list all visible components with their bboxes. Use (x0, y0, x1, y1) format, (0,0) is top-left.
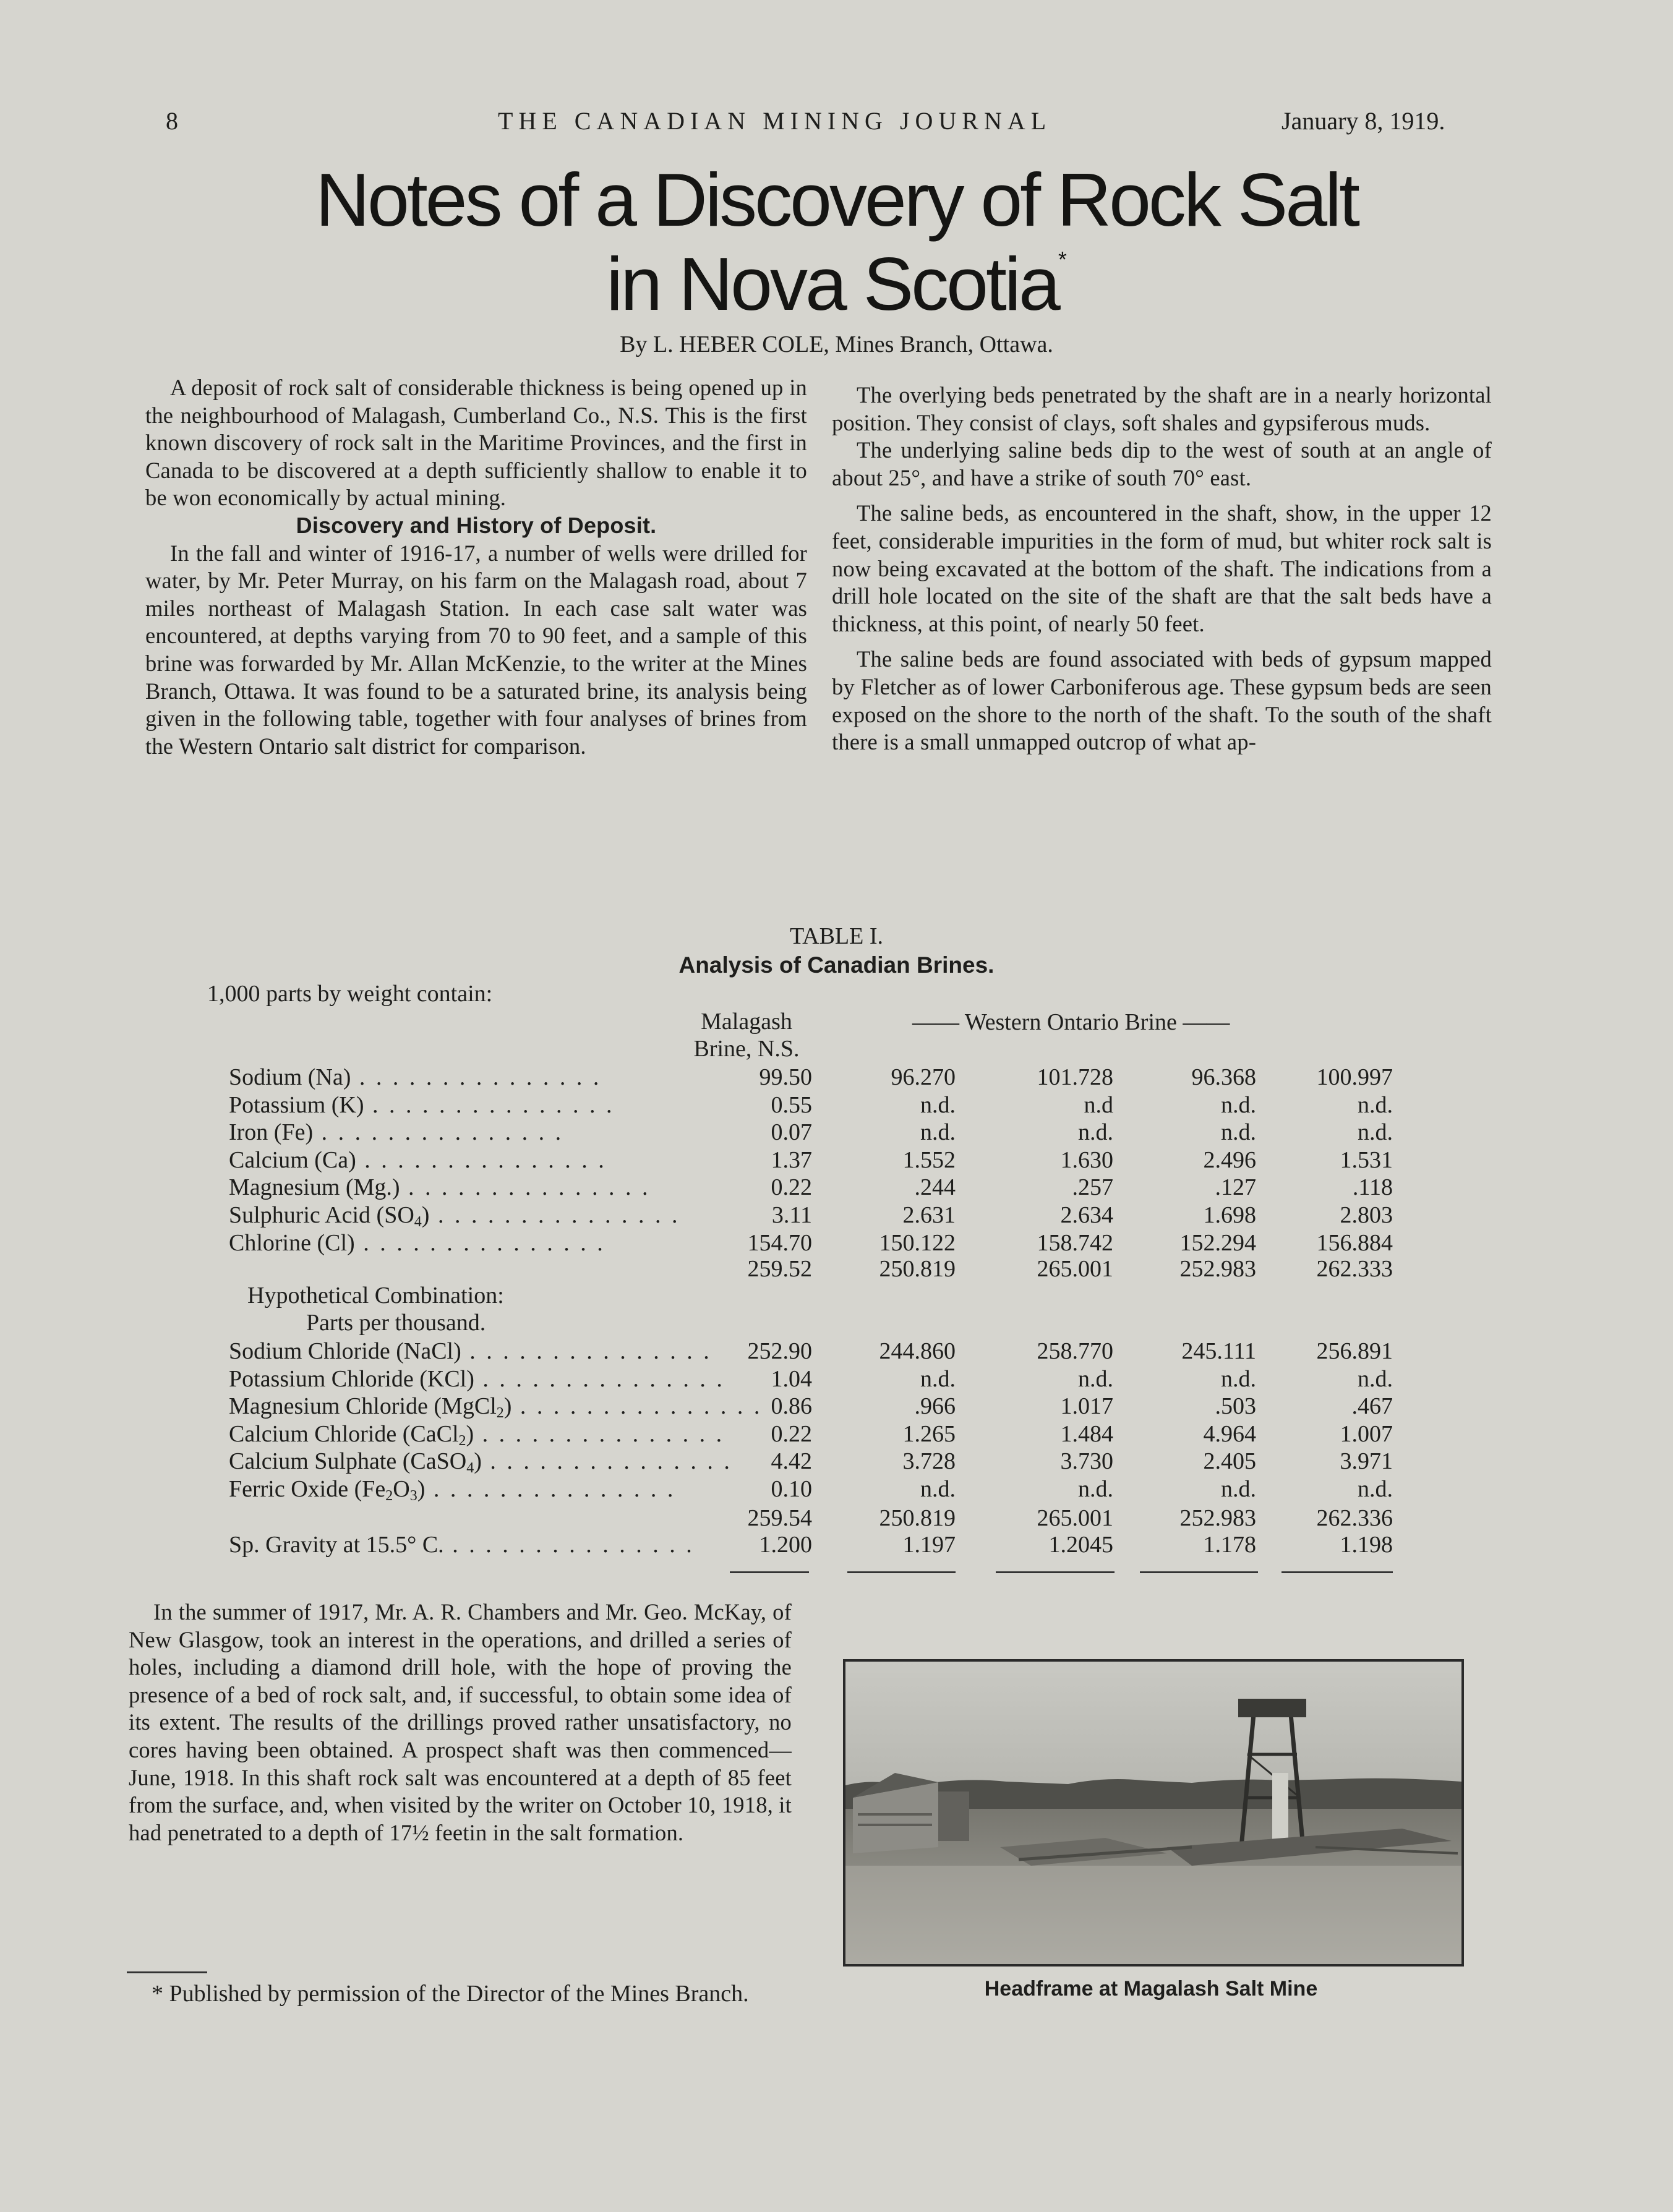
dot-leader: . . . . . . . . . . . . . . . (481, 1448, 732, 1475)
total-cell: 262.333 (1316, 1256, 1393, 1282)
row-label-text: Sodium Chloride (NaCl) (229, 1338, 461, 1364)
table-cell: 0.07 (771, 1119, 812, 1146)
table-cell: n.d. (1358, 1365, 1393, 1392)
table-cell: 152.294 (1179, 1229, 1256, 1256)
table-cell: n.d. (1358, 1119, 1393, 1146)
dot-leader: . . . . . . . . . . . . . . . (356, 1147, 607, 1173)
table-cell: 3.730 (1060, 1448, 1113, 1475)
row-label-text: Sulphuric Acid $(SO_4)$ (229, 1202, 430, 1230)
table-cell: 100.997 (1316, 1064, 1393, 1090)
table-cell: 0.86 (771, 1393, 812, 1420)
row-label-text: Potassium Chloride (KCl) (229, 1365, 474, 1392)
table-cell: n.d. (920, 1119, 956, 1146)
table-cell: 154.70 (747, 1229, 812, 1256)
table-cell: 1.007 (1340, 1420, 1393, 1447)
table-cell: n.d. (1078, 1365, 1113, 1392)
table-cell: 2.634 (1060, 1202, 1113, 1228)
table-cell: n.d. (1221, 1476, 1256, 1502)
table-cell: n.d. (1358, 1091, 1393, 1118)
total-cell: 250.819 (879, 1505, 956, 1531)
table-cell: 96.270 (891, 1064, 956, 1090)
row-label (229, 1531, 705, 1558)
dot-leader: . . . . . . . . . . . . . . . (511, 1393, 763, 1420)
table-cell: .118 (1352, 1174, 1393, 1201)
table-cell: 4.42 (771, 1448, 812, 1475)
article-title-line2 (0, 242, 1673, 326)
total-cell: 259.52 (747, 1256, 812, 1282)
table-cell: 3.11 (771, 1202, 812, 1228)
total-cell: 265.001 (1037, 1505, 1113, 1531)
table-cell: n.d. (920, 1476, 956, 1502)
table-cell: 96.368 (1191, 1064, 1256, 1090)
row-label (229, 1064, 705, 1091)
total-cell: 259.54 (747, 1505, 812, 1531)
table-cell: 245.111 (1181, 1338, 1256, 1364)
paragraph: In the fall and winter of 1916-17, a number of wells were drilled for water, by Mr. Peter Murray, on his farm on the Malagash road, about 7 miles northeast of Malagash Station. In each case salt water was encountered, at depths varying from 70 to 90 feet, and a sample of this brine was forwarded by Mr. Allan McKenzie, to the writer at the Mines Branch, Ottawa. It was found to be a saturated brine, its analysis being given in the following table, together with four analyses of brines from the Western Ontario salt district for comparison. (145, 540, 807, 759)
table-title: Analysis of Canadian Brines. (678, 952, 995, 978)
row-label (229, 1174, 705, 1201)
table-cell: 1.630 (1060, 1147, 1113, 1173)
dot-leader: . . . . . . . . . . . . . . . (429, 1202, 680, 1228)
table-cell: 0.22 (771, 1174, 812, 1201)
row-label-text: Parts per thousand. (306, 1310, 486, 1336)
table-cell: 258.770 (1037, 1338, 1113, 1364)
table-cell: 1.04 (771, 1365, 812, 1392)
dot-leader: . . . . . . . . . . . . . . . (461, 1338, 712, 1364)
total-cell: 252.983 (1179, 1505, 1256, 1531)
row-label-text: Ferric Oxide $(Fe_2O_3)$ (229, 1476, 426, 1504)
paragraph: The saline beds, as encountered in the shaft, show, in the upper 12 feet, considerable impurities in the form of mud, but whiter rock salt is now being excavated at the bottom of the shaft. The indications from a drill hole located on the site of the shaft are that the salt beds have a thickness, at this point, of nearly 50 feet. (832, 500, 1492, 636)
row-label-text: Calcium Chloride (CaCl$_2$) (229, 1420, 474, 1449)
row-label-text: Magnesium (Mg.) (229, 1174, 400, 1201)
row-label-text: Sodium (Na) (229, 1064, 351, 1090)
gravity-cell: 1.197 (902, 1532, 956, 1558)
row-label-text: Hypothetical Combination: (247, 1283, 504, 1309)
total-cell: 250.819 (879, 1256, 956, 1282)
right-column (832, 382, 1492, 756)
paragraph: The overlying beds penetrated by the shaft are in a nearly horizontal position. They consist of clays, soft shales and gypsiferous muds. (832, 382, 1492, 435)
dot-leader: . . . . . . . . . . . . . . . (474, 1420, 725, 1447)
column-rule (996, 1571, 1115, 1573)
table-cell: n.d. (920, 1365, 956, 1392)
table-cell: 1.698 (1203, 1202, 1256, 1228)
table-cell: 0.55 (771, 1091, 812, 1118)
table-cell: 1.531 (1340, 1147, 1393, 1173)
column-rule (730, 1571, 809, 1573)
table-cell: 244.860 (879, 1338, 956, 1364)
row-label (229, 1091, 705, 1119)
total-cell: 252.983 (1179, 1256, 1256, 1282)
table-cell: .127 (1215, 1174, 1256, 1201)
table-cell: .257 (1072, 1174, 1113, 1201)
row-label-text: Magnesium Chloride (MgCl$_2$) (229, 1393, 512, 1422)
column-header-malagash: Malagash Brine, N.S. (693, 1009, 800, 1062)
table-cell: n.d (1084, 1091, 1113, 1118)
row-label (229, 1365, 725, 1393)
row-label (229, 1393, 763, 1422)
table-cell: 1.484 (1060, 1420, 1113, 1447)
table-cell: 156.884 (1316, 1229, 1393, 1256)
row-label (229, 1448, 732, 1477)
gravity-cell: 1.2045 (1048, 1532, 1113, 1558)
table-cell: 158.742 (1037, 1229, 1113, 1256)
dot-leader: . . . . . . . . . . . . . . . (313, 1119, 564, 1146)
dot-leader: . . . . . . . . . . . . . . . (351, 1064, 602, 1090)
gravity-cell: 1.198 (1340, 1532, 1393, 1558)
table-cell: 256.891 (1316, 1338, 1393, 1364)
table-cell: 4.964 (1203, 1420, 1256, 1447)
dot-leader: . . . . . . . . . . . . . . . (425, 1476, 676, 1502)
row-label-text: Calcium (Ca) (229, 1147, 356, 1173)
row-label (229, 1338, 712, 1365)
row-label (229, 1119, 705, 1146)
article-title-line1: Notes of a Discovery of Rock Salt (315, 158, 1358, 242)
table-cell: .503 (1215, 1393, 1256, 1420)
issue-date: January 8, 1919. (1281, 107, 1445, 135)
gravity-cell: 1.200 (759, 1532, 812, 1558)
paragraph: The underlying saline beds dip to the west of south at an angle of about 25°, and have a strike of south 70° east. (832, 437, 1492, 490)
section-heading: Discovery and History of Deposit. (296, 512, 657, 538)
table-cell: 3.728 (902, 1448, 956, 1475)
row-label (229, 1229, 705, 1257)
table-cell: n.d. (1221, 1091, 1256, 1118)
table-cell: 1.265 (902, 1420, 956, 1447)
column-header-western-ontario: —— Western Ontario Brine —— (912, 1009, 1230, 1035)
table-cell: 1.37 (771, 1147, 812, 1173)
row-label-text: Calcium Sulphate (CaSO$_4$) (229, 1448, 482, 1477)
row-label (306, 1309, 486, 1336)
table-cell: 0.22 (771, 1420, 812, 1447)
table-cell: 101.728 (1037, 1064, 1113, 1090)
table-cell: 150.122 (879, 1229, 956, 1256)
table-cell: n.d. (1221, 1119, 1256, 1146)
paragraph: The saline beds are found associated with beds of gypsum mapped by Fletcher as of lower Carboniferous age. These gypsum beds are seen exposed on the shore to the north of the shaft. To the south of the shaft there is a small unmapped outcrop of what ap- (832, 646, 1492, 755)
table-cell: n.d. (1358, 1476, 1393, 1502)
column-rule (1281, 1571, 1393, 1573)
row-label (229, 1475, 705, 1505)
dot-leader: . . . . . . . . . . . . . . . (354, 1229, 605, 1256)
gravity-cell: 1.178 (1203, 1532, 1256, 1558)
table-cell: n.d. (920, 1091, 956, 1118)
row-label-text: Potassium (K) (229, 1091, 364, 1118)
photo-illustration (845, 1662, 1461, 1964)
paragraph: A deposit of rock salt of considerable thickness is being opened up in the neighbourhood of Malagash, Cumberland Co., N.S. This is the first known discovery of rock salt in the Maritime Provinces, and the first in Canada to be discovered at a depth sufficiently shallow to enable it to be won economically by actual mining. (145, 375, 807, 511)
dot-leader: . . . . . . . . . . . . . . . (443, 1532, 695, 1558)
table-cell: n.d. (1078, 1476, 1113, 1502)
page-number: 8 (166, 107, 178, 135)
dot-leader: . . . . . . . . . . . . . . . (474, 1365, 725, 1392)
column-rule (1140, 1571, 1258, 1573)
left-column (145, 374, 807, 760)
photo-caption: Headframe at Magalash Salt Mine (984, 1977, 1318, 2001)
table-cell: 99.50 (759, 1064, 812, 1090)
table-cell: 3.971 (1340, 1448, 1393, 1475)
total-cell: 262.336 (1316, 1505, 1393, 1531)
row-label (229, 1147, 705, 1174)
column-rule (847, 1571, 956, 1573)
bottom-left-column (129, 1599, 792, 1847)
row-label (229, 1202, 705, 1231)
table-cell: .467 (1351, 1393, 1393, 1420)
table-cell: 0.10 (771, 1476, 812, 1502)
row-label (229, 1420, 725, 1450)
title-text: in Nova Scotia (606, 242, 1058, 326)
table-cell: n.d. (1221, 1365, 1256, 1392)
journal-name: THE CANADIAN MINING JOURNAL (498, 107, 1052, 135)
table-cell: .244 (914, 1174, 956, 1201)
headframe-photo (843, 1659, 1464, 1966)
paragraph: In the summer of 1917, Mr. A. R. Chambers and Mr. Geo. McKay, of New Glasgow, took an interest in the operations, and drilled a series of holes, including a diamond drill hole, with the hope of proving the presence of a bed of rock salt, and, if successful, to obtain some idea of its extent. The results of the drillings proved rather unsatisfactory, no cores having been obtained. A prospect shaft was then commenced—June, 1918. In this shaft rock salt was encountered at a depth of 85 feet from the surface, and, when visited by the writer on October 10, 1918, it had penetrated to a depth of 17½ feetin in the salt formation. (129, 1599, 792, 1845)
table-cell: .966 (914, 1393, 956, 1420)
dot-leader: . . . . . . . . . . . . . . . (400, 1174, 651, 1201)
table-cell: 2.405 (1203, 1448, 1256, 1475)
dot-leader: . . . . . . . . . . . . . . . (364, 1091, 615, 1118)
byline: By L. HEBER COLE, Mines Branch, Ottawa. (620, 331, 1053, 357)
table-cell: 2.496 (1203, 1147, 1256, 1173)
table-cell: 252.90 (747, 1338, 812, 1364)
row-label-text: Iron (Fe) (229, 1119, 314, 1146)
footnote-mark: * (1058, 247, 1067, 272)
table-cell: n.d. (1078, 1119, 1113, 1146)
footnote: * Published by permission of the Director of the Mines Branch. (152, 1981, 749, 2007)
table-cell: 1.552 (902, 1147, 956, 1173)
total-cell: 265.001 (1037, 1256, 1113, 1282)
table-caption: TABLE I. (789, 923, 884, 949)
table-intro: 1,000 parts by weight contain: (207, 981, 493, 1007)
table-cell: 2.631 (902, 1202, 956, 1228)
row-label-text: Chlorine (Cl) (229, 1229, 355, 1256)
table-cell: 1.017 (1060, 1393, 1113, 1420)
footnote-rule (127, 1971, 207, 1973)
row-label-text: Sp. Gravity at 15.5° C. (229, 1532, 444, 1558)
row-label (247, 1282, 504, 1309)
table-cell: 2.803 (1340, 1202, 1393, 1228)
